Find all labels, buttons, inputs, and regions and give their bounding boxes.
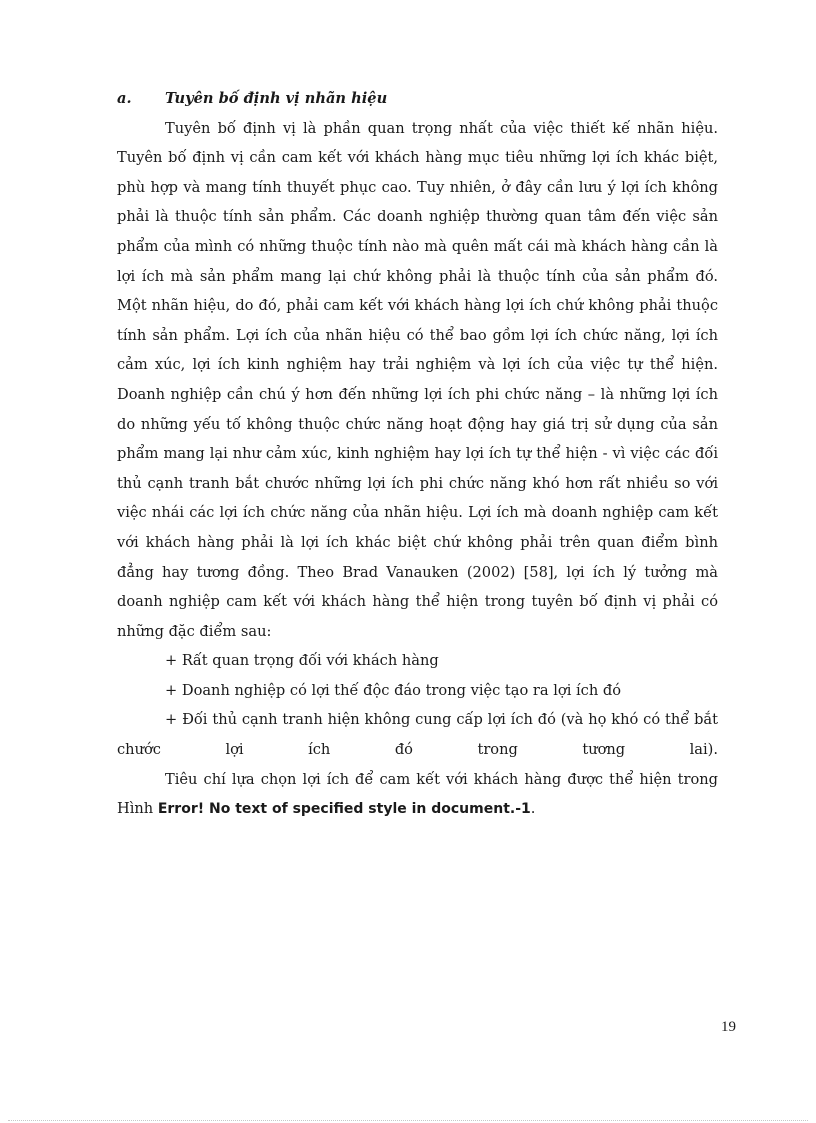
paragraph-criteria — [117, 765, 718, 825]
figure-reference-error: Error! No text of specified style in document.-1 — [157, 801, 531, 818]
bullet-item-2: + Doanh nghiệp có lợi thế độc đáo trong việc tạo ra lợi ích đó — [165, 681, 622, 699]
section-heading — [117, 84, 718, 114]
criteria-end: . — [530, 800, 536, 818]
paragraph-positioning-statement: Tuyên bố định vị là phần quan trọng nhất của việc thiết kế nhãn hiệu. Tuyên bố định vị cần cam kết với khách hàng mục tiêu những lợi ích khác biệt, phù hợp và mang tính thuyết phục cao. Tuy nhiên, ở đây cần lưu ý lợi ích không phải là thuộc tính sản phẩm. Các doanh nghiệp thường quan tâm đến việc sản phẩm của mình có những thuộc tính nào mà quên mất cái mà khách hàng cần là lợi ích mà sản phẩm mang lại chứ không phải là thuộc tính của sản phẩm đó. Một nhãn hiệu, do đó, phải cam kết với khách hàng lợi ích chứ không phải thuộc tính sản phẩm. Lợi ích của nhãn hiệu có thể bao gồm lợi ích chức năng, lợi ích cảm xúc, lợi ích kinh nghiệm hay trải nghiệm và lợi ích của việc tự thể hiện. Doanh nghiệp cần chú ý hơn đến những lợi ích phi chức năng – là những lợi ích do những yếu tố không thuộc chức năng hoạt động hay giá trị sử dụng của sản phẩm mang lại như cảm xúc, kinh nghiệm hay lợi ích tự thể hiện - vì việc các đối thủ cạnh tranh bắt chước những lợi ích phi chức năng khó hơn rất nhiều so với việc nhái các lợi ích chức năng của nhãn hiệu. Lợi ích mà doanh nghiệp cam kết với khách hàng phải là lợi ích khác biệt chứ không phải trên quan điểm bình đẳng hay tương đồng. Theo Brad Vanauken (2002) [58], lợi ích lý tưởng mà doanh nghiệp cam kết với khách hàng thể hiện trong tuyên bố định vị phải có những đặc điểm sau: — [117, 119, 718, 640]
page-bottom-divider — [8, 1120, 808, 1121]
section-number: a. — [117, 90, 132, 107]
bullet-item-3: + Đối thủ cạnh tranh hiện không cung cấp lợi ích đó (và họ khó có thể bắt chước lợi ích đó trong tương lai). — [117, 711, 718, 759]
criteria-text: Tiêu chí lựa chọn lợi ích để cam kết với khách hàng được thể hiện trong Hình — [117, 770, 718, 818]
page-number: 19 — [721, 1019, 736, 1035]
section-title: Tuyên bố định vị nhãn hiệu — [165, 90, 388, 107]
bullet-item-1: + Rất quan trọng đối với khách hàng — [165, 652, 439, 670]
body-content — [117, 84, 718, 825]
